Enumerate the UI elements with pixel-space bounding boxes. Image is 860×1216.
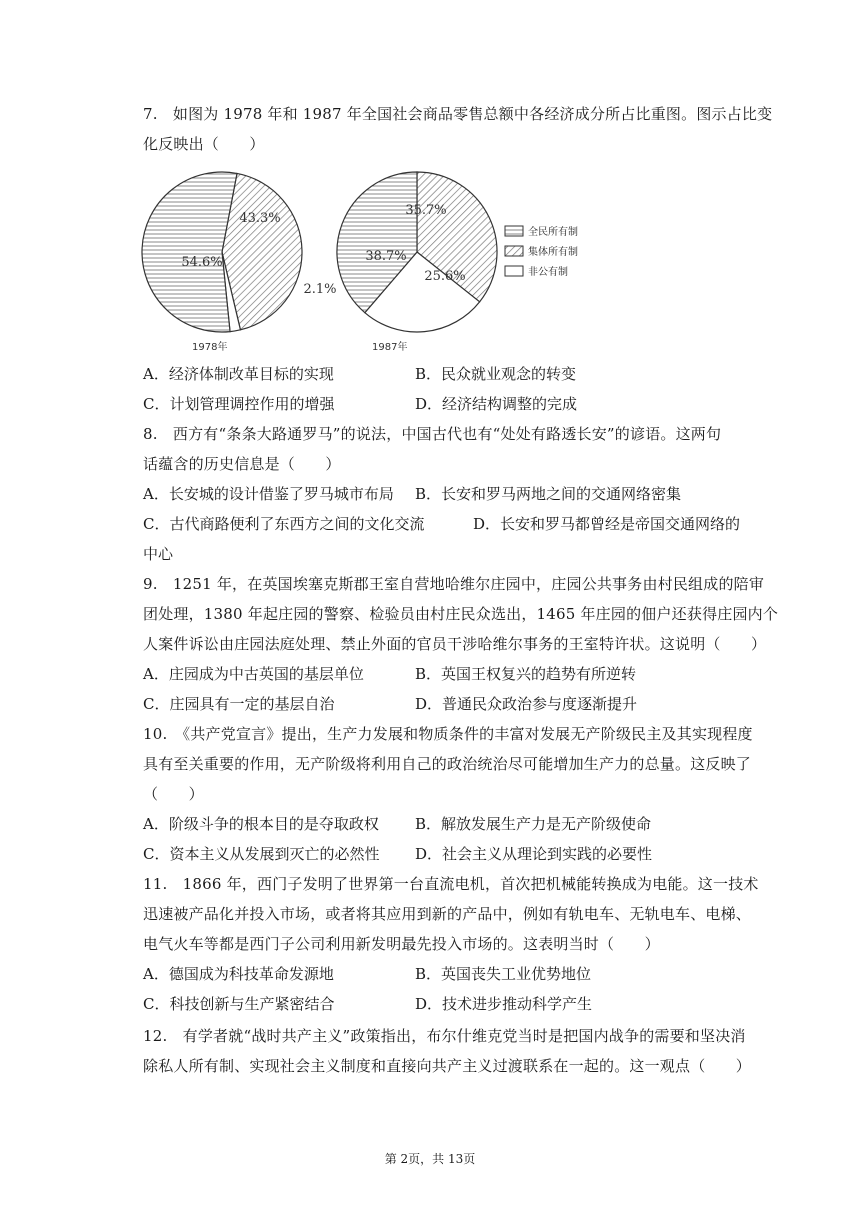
q9-option-b[interactable]: B．英国王权复兴的趋势有所逆转 (415, 665, 637, 683)
q8-option-d-cont[interactable]: 中心 (143, 545, 174, 563)
q7-option-b[interactable]: B．民众就业观念的转变 (415, 365, 577, 383)
pie2-label-2: 25.6% (424, 269, 466, 284)
q7-stem-line1: 7. 如图为 1978 年和 1987 年全国社会商品零售总额中各经济成分所占比重图。图示占比变 (143, 105, 773, 123)
q12-stem-line1: 12. 有学者就“战时共产主义”政策指出，布尔什维克党当时是把国内战争的需要和坚决消 (143, 1027, 746, 1045)
q11-option-a[interactable]: A．德国成为科技革命发源地 (143, 965, 334, 983)
q9-option-c[interactable]: C．庄园具有一定的基层自治 (143, 695, 335, 713)
q10-option-c[interactable]: C．资本主义从发展到灭亡的必然性 (143, 845, 380, 863)
q11-stem-line3: 电气火车等都是西门子公司利用新发明最先投入市场的。这表明当时（ ） (143, 935, 660, 953)
q11-option-d[interactable]: D．技术进步推动科学产生 (415, 995, 593, 1013)
q11-stem-line1: 11. 1866 年，西门子发明了世界第一台直流电机，首次把机械能转换成为电能。这一技术 (143, 875, 759, 893)
pie2-label-1: 35.7% (405, 203, 447, 218)
pie2-label-0: 38.7% (365, 249, 407, 264)
q9-stem-line1: 9. 1251 年，在英国埃塞克斯郡王室自营地哈维尔庄园中，庄园公共事务由村民组成的陪审 (143, 575, 765, 593)
page-footer: 第 2页，共 13页 (384, 1152, 476, 1166)
q10-option-d[interactable]: D．社会主义从理论到实践的必要性 (415, 845, 653, 863)
q7-pie-charts-figure (140, 168, 620, 358)
pie-charts-svg (140, 168, 620, 358)
q10-stem-line1: 10. 《共产党宣言》提出，生产力发展和物质条件的丰富对发展无产阶级民主及其实现程度 (143, 725, 753, 743)
q8-option-b[interactable]: B．长安和罗马两地之间的交通网络密集 (415, 485, 682, 503)
q12-stem-line2: 除私人所有制、实现社会主义制度和直接向共产主义过渡联系在一起的。这一观点（ ） (143, 1057, 752, 1075)
pie2-year-label: 1987年 (372, 342, 408, 353)
q11-option-c[interactable]: C．科技创新与生产紧密结合 (143, 995, 335, 1013)
q10-stem-line2: 具有至关重要的作用，无产阶级将利用自己的政治统治尽可能增加生产力的总量。这反映了 (143, 755, 752, 773)
q10-option-a[interactable]: A．阶级斗争的根本目的是夺取政权 (143, 815, 379, 833)
pie1-label-2: 2.1% (303, 282, 337, 297)
q8-option-d[interactable]: D．长安和罗马都曾经是帝国交通网络的 (473, 515, 741, 533)
pie1-label-1: 43.3% (239, 211, 281, 226)
legend-swatch-1 (505, 246, 523, 256)
legend-swatch-0 (505, 226, 523, 236)
q9-option-a[interactable]: A．庄园成为中古英国的基层单位 (143, 665, 364, 683)
q8-option-a[interactable]: A．长安城的设计借鉴了罗马城市布局 (143, 485, 394, 503)
pie1-year-label: 1978年 (192, 342, 228, 353)
q8-stem-line2: 话蕴含的历史信息是（ ） (143, 455, 341, 473)
q11-option-b[interactable]: B．英国丧失工业优势地位 (415, 965, 592, 983)
q8-stem-line1: 8. 西方有“条条大路通罗马”的说法，中国古代也有“处处有路透长安”的谚语。这两句 (143, 425, 722, 443)
legend-label-1: 集体所有制 (528, 247, 578, 258)
q7-option-a[interactable]: A．经济体制改革目标的实现 (143, 365, 334, 383)
legend-label-0: 全民所有制 (528, 227, 578, 238)
q9-stem-line2: 团处理，1380 年起庄园的警察、检验员由村庄民众选出，1465 年庄园的佃户还获得庄园内个 (143, 605, 779, 623)
q9-stem-line3: 人案件诉讼由庄园法庭处理、禁止外面的官员干涉哈维尔事务的王室特许状。这说明（ ） (143, 635, 767, 653)
q10-option-b[interactable]: B．解放发展生产力是无产阶级使命 (415, 815, 652, 833)
pie1-label-0: 54.6% (181, 255, 223, 270)
q8-option-c[interactable]: C．古代商路便利了东西方之间的文化交流 (143, 515, 425, 533)
q9-option-d[interactable]: D．普通民众政治参与度逐渐提升 (415, 695, 638, 713)
q11-stem-line2: 迅速被产品化并投入市场，或者将其应用到新的产品中，例如有轨电车、无轨电车、电梯、 (143, 905, 752, 923)
legend-label-2: 非公有制 (528, 267, 568, 278)
chart-legend (505, 225, 578, 278)
q10-stem-line3: （ ） (143, 785, 204, 803)
legend-swatch-2 (505, 266, 523, 276)
q7-stem-line2: 化反映出（ ） (143, 135, 265, 153)
q7-option-c[interactable]: C．计划管理调控作用的增强 (143, 395, 335, 413)
q7-option-d[interactable]: D．经济结构调整的完成 (415, 395, 578, 413)
